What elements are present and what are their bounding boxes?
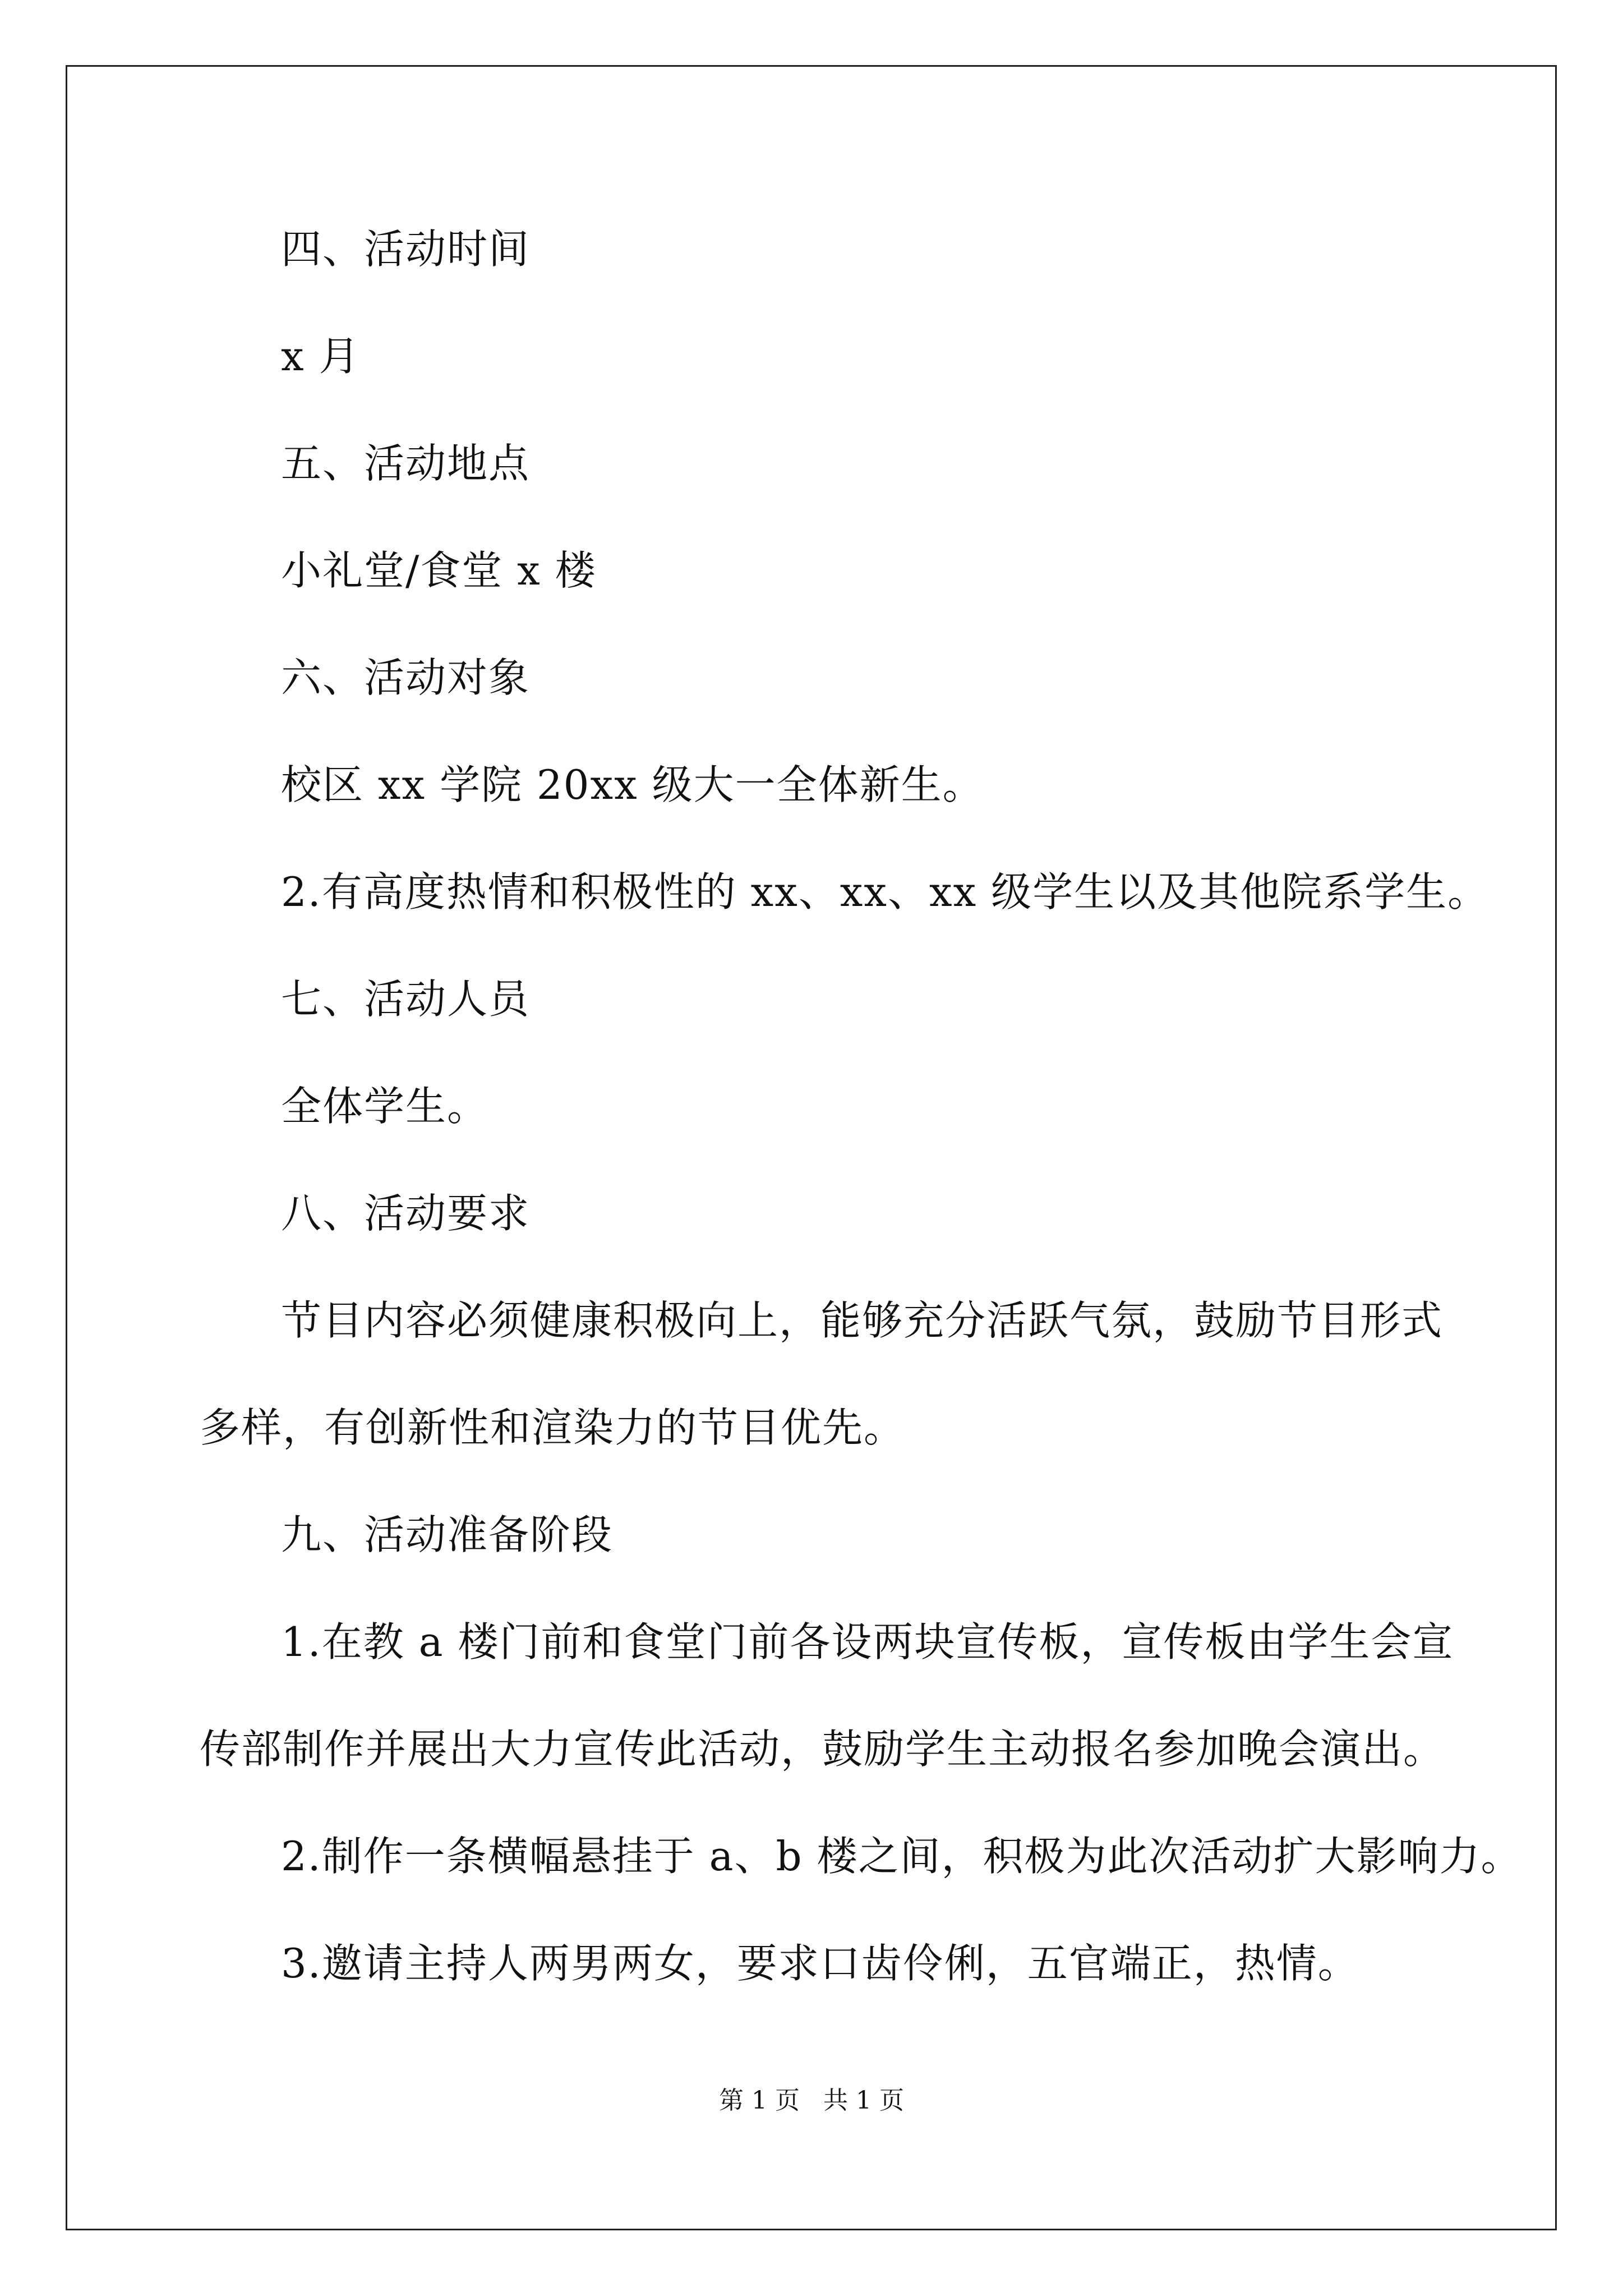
paragraph-preparation-1-line-2: 传部制作并展出大力宣传此活动，鼓励学生主动报名参加晚会演出。 — [200, 1726, 1445, 1773]
page-footer: 第 1 页 共 1 页 — [719, 2086, 904, 2115]
section-heading-location: 五、活动地点 — [281, 440, 531, 487]
section-heading-requirements: 八、活动要求 — [281, 1190, 531, 1237]
paragraph-audience-2: 2.有高度热情和积极性的 xx、xx、xx 级学生以及其他院系学生。 — [281, 868, 1490, 915]
paragraph-audience-1: 校区 xx 学院 20xx 级大一全体新生。 — [281, 761, 984, 808]
page-frame — [66, 65, 1557, 2230]
paragraph-personnel: 全体学生。 — [281, 1083, 489, 1130]
section-heading-personnel: 七、活动人员 — [281, 976, 531, 1023]
section-heading-time: 四、活动时间 — [281, 226, 531, 273]
paragraph-preparation-3: 3.邀请主持人两男两女，要求口齿伶俐，五官端正，热情。 — [281, 1940, 1359, 1987]
paragraph-requirements-line-1: 节目内容必须健康积极向上，能够充分活跃气氛，鼓励节目形式 — [281, 1297, 1444, 1344]
paragraph-location: 小礼堂/食堂 x 楼 — [281, 547, 597, 594]
paragraph-time: x 月 — [281, 333, 361, 380]
section-heading-preparation: 九、活动准备阶段 — [281, 1511, 614, 1558]
paragraph-preparation-2: 2.制作一条横幅悬挂于 a、b 楼之间，积极为此次活动扩大影响力。 — [281, 1833, 1523, 1880]
paragraph-requirements-line-2: 多样，有创新性和渲染力的节目优先。 — [200, 1404, 906, 1451]
paragraph-preparation-1-line-1: 1.在教 a 楼门前和食堂门前各设两块宣传板，宣传板由学生会宣 — [281, 1618, 1454, 1665]
section-heading-audience: 六、活动对象 — [281, 654, 531, 701]
